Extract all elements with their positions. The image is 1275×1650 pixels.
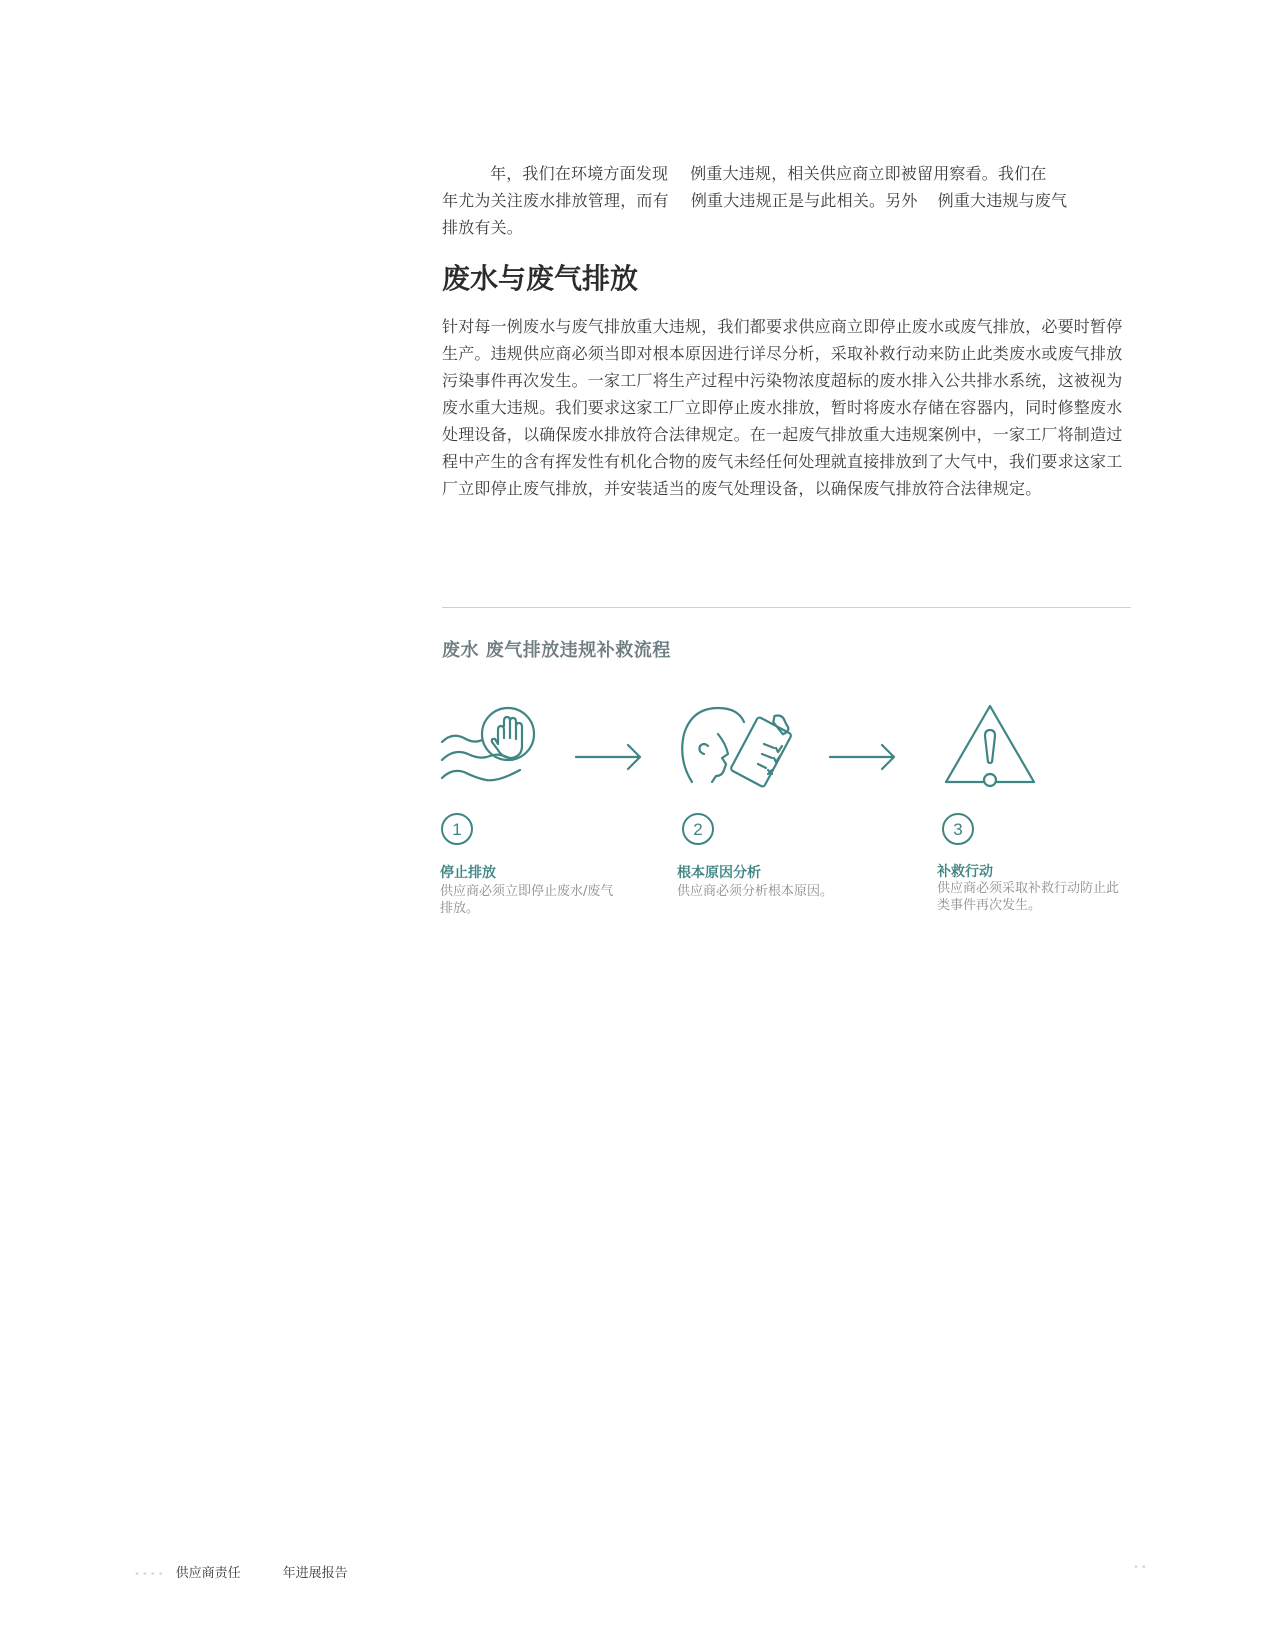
intro-line2-part2: 例重大违规正是与此相关。另外 bbox=[690, 191, 918, 210]
step-number-text: 2 bbox=[693, 820, 703, 839]
page-footer bbox=[134, 1562, 348, 1581]
step-title-2: 根本原因分析 bbox=[677, 865, 761, 881]
section-body: 针对每一例废水与废气排放重大违规，我们都要求供应商立即停止废水或废气排放，必要时暂停生产。违规供应商必须当即对根本原因进行详尽分析，采取补救行动来防止此类废水或废气排放污染事件再次发生。一家工厂将生产过程中污染物浓度超标的废水排入公共排水系统，这被视为废水重大违规。我们要求这家工厂立即停止废水排放，暂时将废水存储在容器内，同时修整废水处理设备，以确保废水排放符合法律规定。在一起废气排放重大违规案例中，一家工厂将制造过程中产生的含有挥发性有机化合物的废气未经任何处理就直接排放到了大气中，我们要求这家工厂立即停止废气排放，并安装适当的废气处理设备，以确保废气排放符合法律规定。 bbox=[442, 317, 1123, 498]
step-number-3 bbox=[941, 812, 975, 850]
step-number-text: 1 bbox=[452, 820, 462, 839]
section-divider bbox=[442, 607, 1131, 608]
arrow-right-icon bbox=[574, 742, 644, 776]
intro-line2-part1: 年尤为关注废水排放管理，而有 bbox=[442, 191, 669, 210]
step-number-text: 3 bbox=[953, 820, 963, 839]
intro-paragraph bbox=[442, 160, 1132, 241]
step-title-3: 补救行动 bbox=[937, 864, 993, 880]
intro-line2-part3: 例重大违规与废气 bbox=[937, 191, 1068, 210]
warning-triangle-icon bbox=[940, 702, 1040, 796]
person-clipboard-icon bbox=[678, 700, 798, 804]
step-desc-3: 供应商必须采取补救行动防止此类事件再次发生。 bbox=[937, 881, 1120, 913]
footer-logo-placeholder: •••• bbox=[134, 1569, 166, 1580]
arrow-right-icon bbox=[828, 742, 898, 776]
stop-hand-waves-icon bbox=[440, 702, 540, 796]
step-number-1 bbox=[440, 812, 474, 850]
main-content bbox=[442, 160, 1132, 502]
step-desc-2: 供应商必须分析根本原因。 bbox=[677, 884, 834, 899]
intro-line1-part2: 例重大违规，相关供应商立即被留用察看。我们在 bbox=[690, 164, 1047, 183]
intro-line1-part1: 年，我们在环境方面发现 bbox=[490, 164, 669, 183]
section-title: 废水与废气排放 bbox=[442, 262, 639, 295]
footer-label-part1: 供应商责任 bbox=[175, 1566, 241, 1581]
footer-label-part2: 年进展报告 bbox=[282, 1566, 348, 1581]
page-number-placeholder: •• bbox=[1133, 1562, 1149, 1573]
step-desc-1: 供应商必须立即停止废水/废气排放。 bbox=[440, 884, 614, 916]
step-title-1: 停止排放 bbox=[440, 865, 496, 881]
process-title: 废水 废气排放违规补救流程 bbox=[442, 640, 671, 661]
intro-line3: 排放有关。 bbox=[442, 218, 524, 237]
step-number-2 bbox=[681, 812, 715, 850]
